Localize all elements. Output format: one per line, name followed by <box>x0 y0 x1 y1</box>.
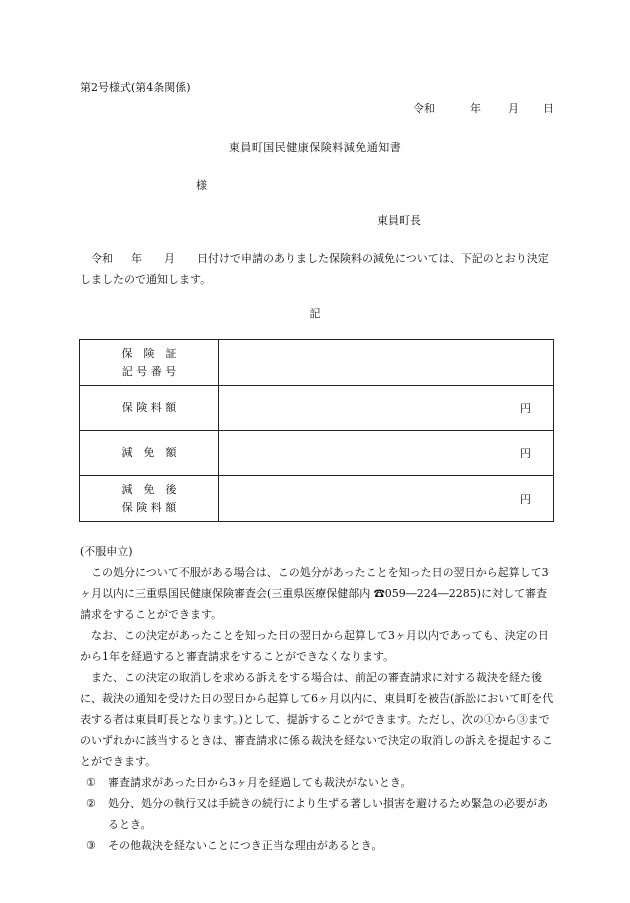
label-line: 減 免 額 <box>121 446 177 459</box>
issuer: 東員町長 <box>377 214 421 227</box>
table-row <box>80 431 554 476</box>
body-era: 令和 <box>91 252 113 265</box>
label-line: 保 険 証 <box>121 346 177 360</box>
item-number: ② <box>86 797 96 810</box>
table-row <box>80 340 554 386</box>
notice-paragraph: この処分について不服がある場合は、この処分があったことを知った日の翌日から起算して3ヶ月以内に三重県国民健康保険審査会(三重県医療保健部内 ☎059―224―2285)に対して審査請求をすることができます。 <box>80 566 549 621</box>
row-value <box>219 340 554 386</box>
body-year-unit: 年 <box>131 252 142 265</box>
date-month-unit: 月 <box>508 102 519 115</box>
notice-paragraph: なお、この決定があったことを知った日の翌日から起算して3ヶ月以内であっても、決定の日から1年を経過すると審査請求をすることができなくなります。 <box>80 629 549 663</box>
label-line: 減 免 後 <box>121 482 177 496</box>
notice-paragraph: また、この決定の取消しを求める訴えをする場合は、前記の審査請求に対する裁決を経た後に、裁決の通知を受けた日の翌日から起算して6ヶ月以内に、東員町を被告(訴訟において町を代表する者は東員町長となります。)として、提訴することができます。ただし、次の①から③までのいずれかに該当するときは、審査請求に係る裁決を経ないで決定の取消しの訴えを提起することができます。 <box>80 671 554 768</box>
label-line: 保 険 料 額 <box>121 401 177 414</box>
notice-heading: (不服申立) <box>80 545 133 558</box>
date-era: 令和 <box>413 102 435 115</box>
notice-list-item <box>80 835 555 856</box>
body-month-unit: 月 <box>164 252 175 265</box>
form-number: 第2号様式(第4条関係) <box>80 81 191 94</box>
label-line: 記 号 番 号 <box>121 364 177 378</box>
details-table <box>79 339 554 522</box>
row-value: 円 <box>219 386 554 431</box>
table-row <box>80 476 554 522</box>
row-value: 円 <box>219 431 554 476</box>
document-title: 東員町国民健康保険料減免通知書 <box>228 141 402 154</box>
ki-marker: 記 <box>309 307 321 320</box>
notice-list-item <box>80 793 555 835</box>
row-value: 円 <box>219 476 554 522</box>
item-number: ① <box>86 776 96 789</box>
label-line: 保 険 料 額 <box>121 500 177 514</box>
appeal-notice <box>80 541 555 856</box>
row-label <box>80 340 219 386</box>
item-number: ③ <box>86 839 96 852</box>
date-year-unit: 年 <box>470 102 481 115</box>
row-label <box>80 476 219 522</box>
notice-list-item <box>80 772 555 793</box>
body-text: 日付けで申請のありました保険料の減免については、下記のとおり決定しましたので通知します。 <box>80 252 549 286</box>
recipient-suffix: 様 <box>196 179 207 192</box>
date-day-unit: 日 <box>543 102 554 115</box>
item-text: 審査請求があった日から3ヶ月を経過しても裁決がないとき。 <box>108 776 412 789</box>
body-paragraph <box>80 248 554 290</box>
row-label <box>80 386 219 431</box>
item-text: その他裁決を経ないことにつき正当な理由があるとき。 <box>108 839 383 852</box>
table-row <box>80 386 554 431</box>
item-text: 処分、処分の執行又は手続きの続行により生ずる著しい損害を避けるため緊急の必要があるとき。 <box>108 797 548 831</box>
row-label <box>80 431 219 476</box>
